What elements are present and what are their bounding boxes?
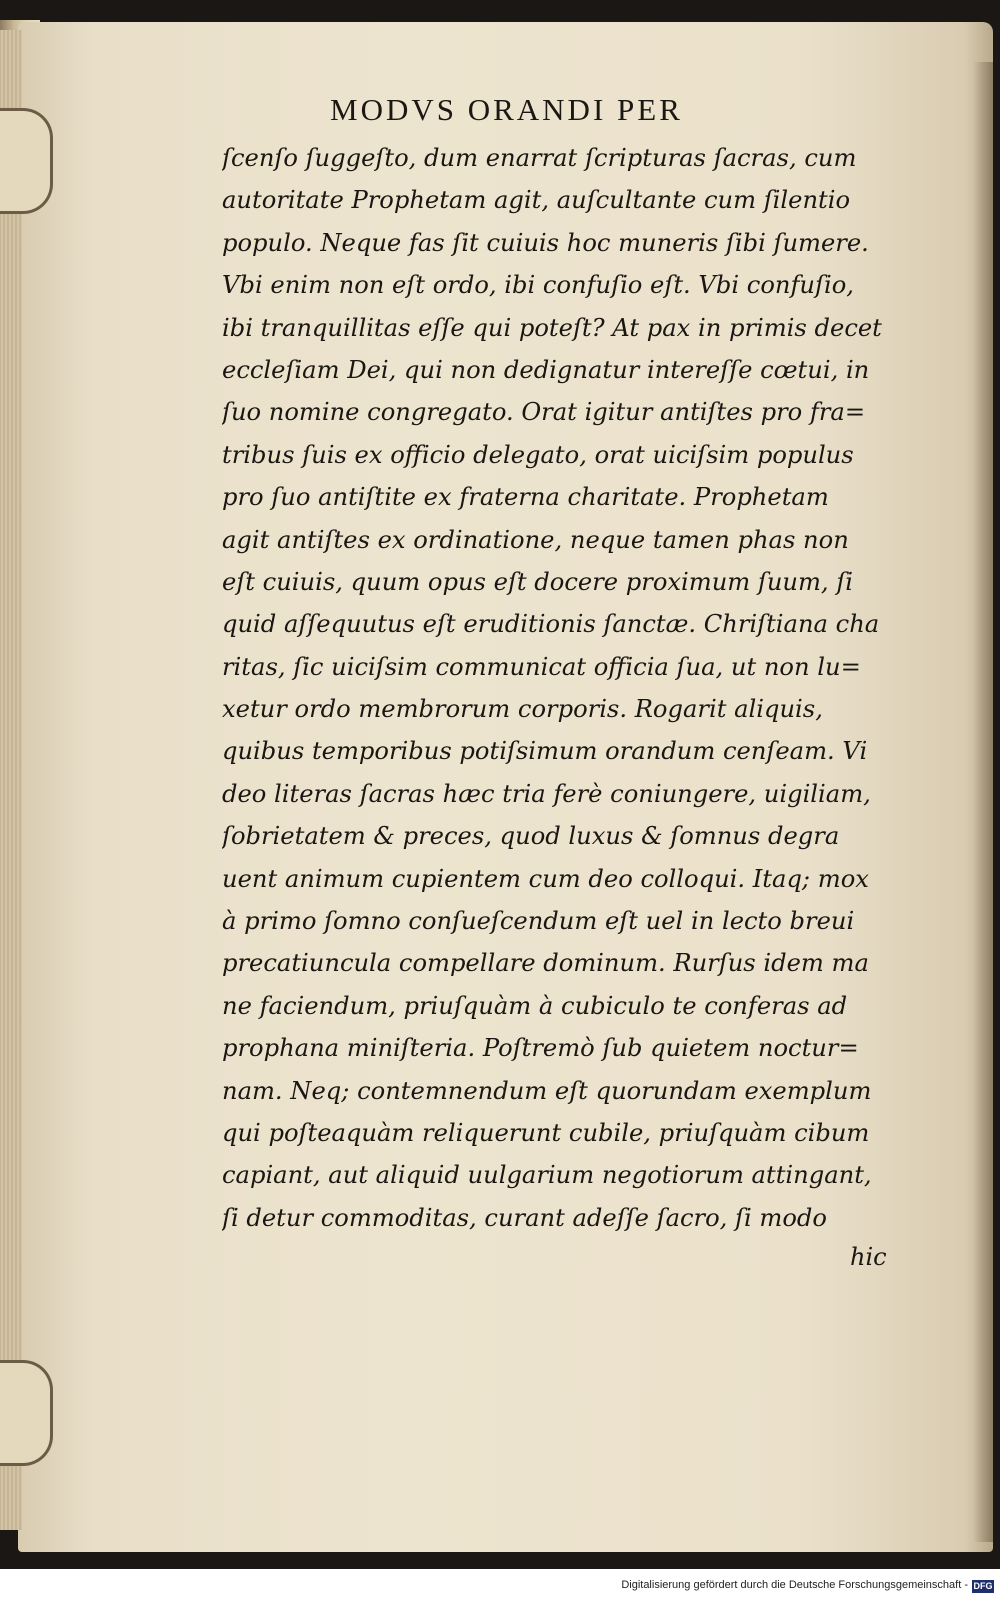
text-line-12: quid aſſequutus eſt eruditionis ſanctæ. Chriſtiana cha <box>222 610 880 639</box>
text-line-3: populo. Neque fas ſit cuiuis hoc muneris ſibi ſumere. <box>222 228 869 257</box>
text-line-24: qui poſteaquàm reliquerunt cubile, priuſquàm cibum <box>222 1118 870 1147</box>
text-line-8: tribus ſuis ex officio delegato, orat uiciſsim populus <box>222 440 854 469</box>
text-line-18: uent animum cupientem cum deo colloqui. Itaq; mox <box>222 864 869 893</box>
text-line-19: à primo ſomno conſueſcendum eſt uel in lecto breui <box>222 907 855 936</box>
gutter-shadow <box>973 62 993 1542</box>
text-line-23: nam. Neq; contemnendum eſt quorundam exemplum <box>222 1076 872 1105</box>
clasp-tab-top <box>0 108 53 214</box>
footer-bar <box>0 1569 1000 1599</box>
page-stack <box>0 30 22 1530</box>
text-line-25: capiant, aut aliquid uulgarium negotiorum attingant, <box>222 1161 872 1190</box>
dfg-logo-icon: DFG <box>973 1581 993 1591</box>
text-line-6: eccleſiam Dei, qui non dedignatur intereſſe cœtui, in <box>222 355 870 384</box>
text-line-4: Vbi enim non eſt ordo, ibi confuſio eſt. Vbi confuſio, <box>222 271 854 300</box>
text-line-14: xetur ordo membrorum corporis. Rogarit aliquis, <box>222 695 823 724</box>
text-line-22: prophana miniſteria. Poſtremò ſub quietem noctur= <box>222 1034 859 1063</box>
running-header: MODVS ORANDI PER <box>330 92 683 127</box>
text-line-2: autoritate Prophetam agit, auſcultante cum ſilentio <box>222 186 851 215</box>
text-line-5: ibi tranquillitas eſſe qui poteſt? At pax in primis decet <box>222 313 882 342</box>
clasp-tab-bottom <box>0 1360 53 1466</box>
text-line-15: quibus temporibus potiſsimum orandum cenſeam. Vi <box>222 737 868 766</box>
text-line-7: ſuo nomine congregato. Orat igitur antiſtes pro fra= <box>222 398 866 427</box>
funding-credit: Digitalisierung gefördert durch die Deutsche Forschungsgemeinschaft - <box>621 1579 968 1591</box>
text-line-13: ritas, ſic uiciſsim communicat officia ſua, ut non lu= <box>222 652 861 681</box>
text-line-1: ſcenſo ſuggeſto, dum enarrat ſcripturas ſacras, cum <box>222 144 857 172</box>
text-line-16: deo literas ſacras hæc tria ferè coniungere, uigiliam, <box>222 779 871 808</box>
body-text <box>222 137 892 1239</box>
text-line-9: pro ſuo antiſtite ex fraterna charitate. Prophetam <box>222 483 829 512</box>
text-line-10: agit antiſtes ex ordinatione, neque tamen phas non <box>222 525 849 554</box>
text-line-20: precatiuncula compellare dominum. Rurſus idem ma <box>222 949 869 978</box>
text-line-26: ſi detur commoditas, curant adeſſe ſacro, ſi modo <box>222 1203 827 1232</box>
text-line-21: ne faciendum, priuſquàm à cubiculo te conferas ad <box>222 991 848 1020</box>
text-line-11: eſt cuiuis, quum opus eſt docere proximum ſuum, ſi <box>222 567 854 596</box>
text-line-17: ſobrietatem & preces, quod luxus & ſomnus degra <box>222 822 840 851</box>
catchword: hic <box>850 1243 887 1271</box>
